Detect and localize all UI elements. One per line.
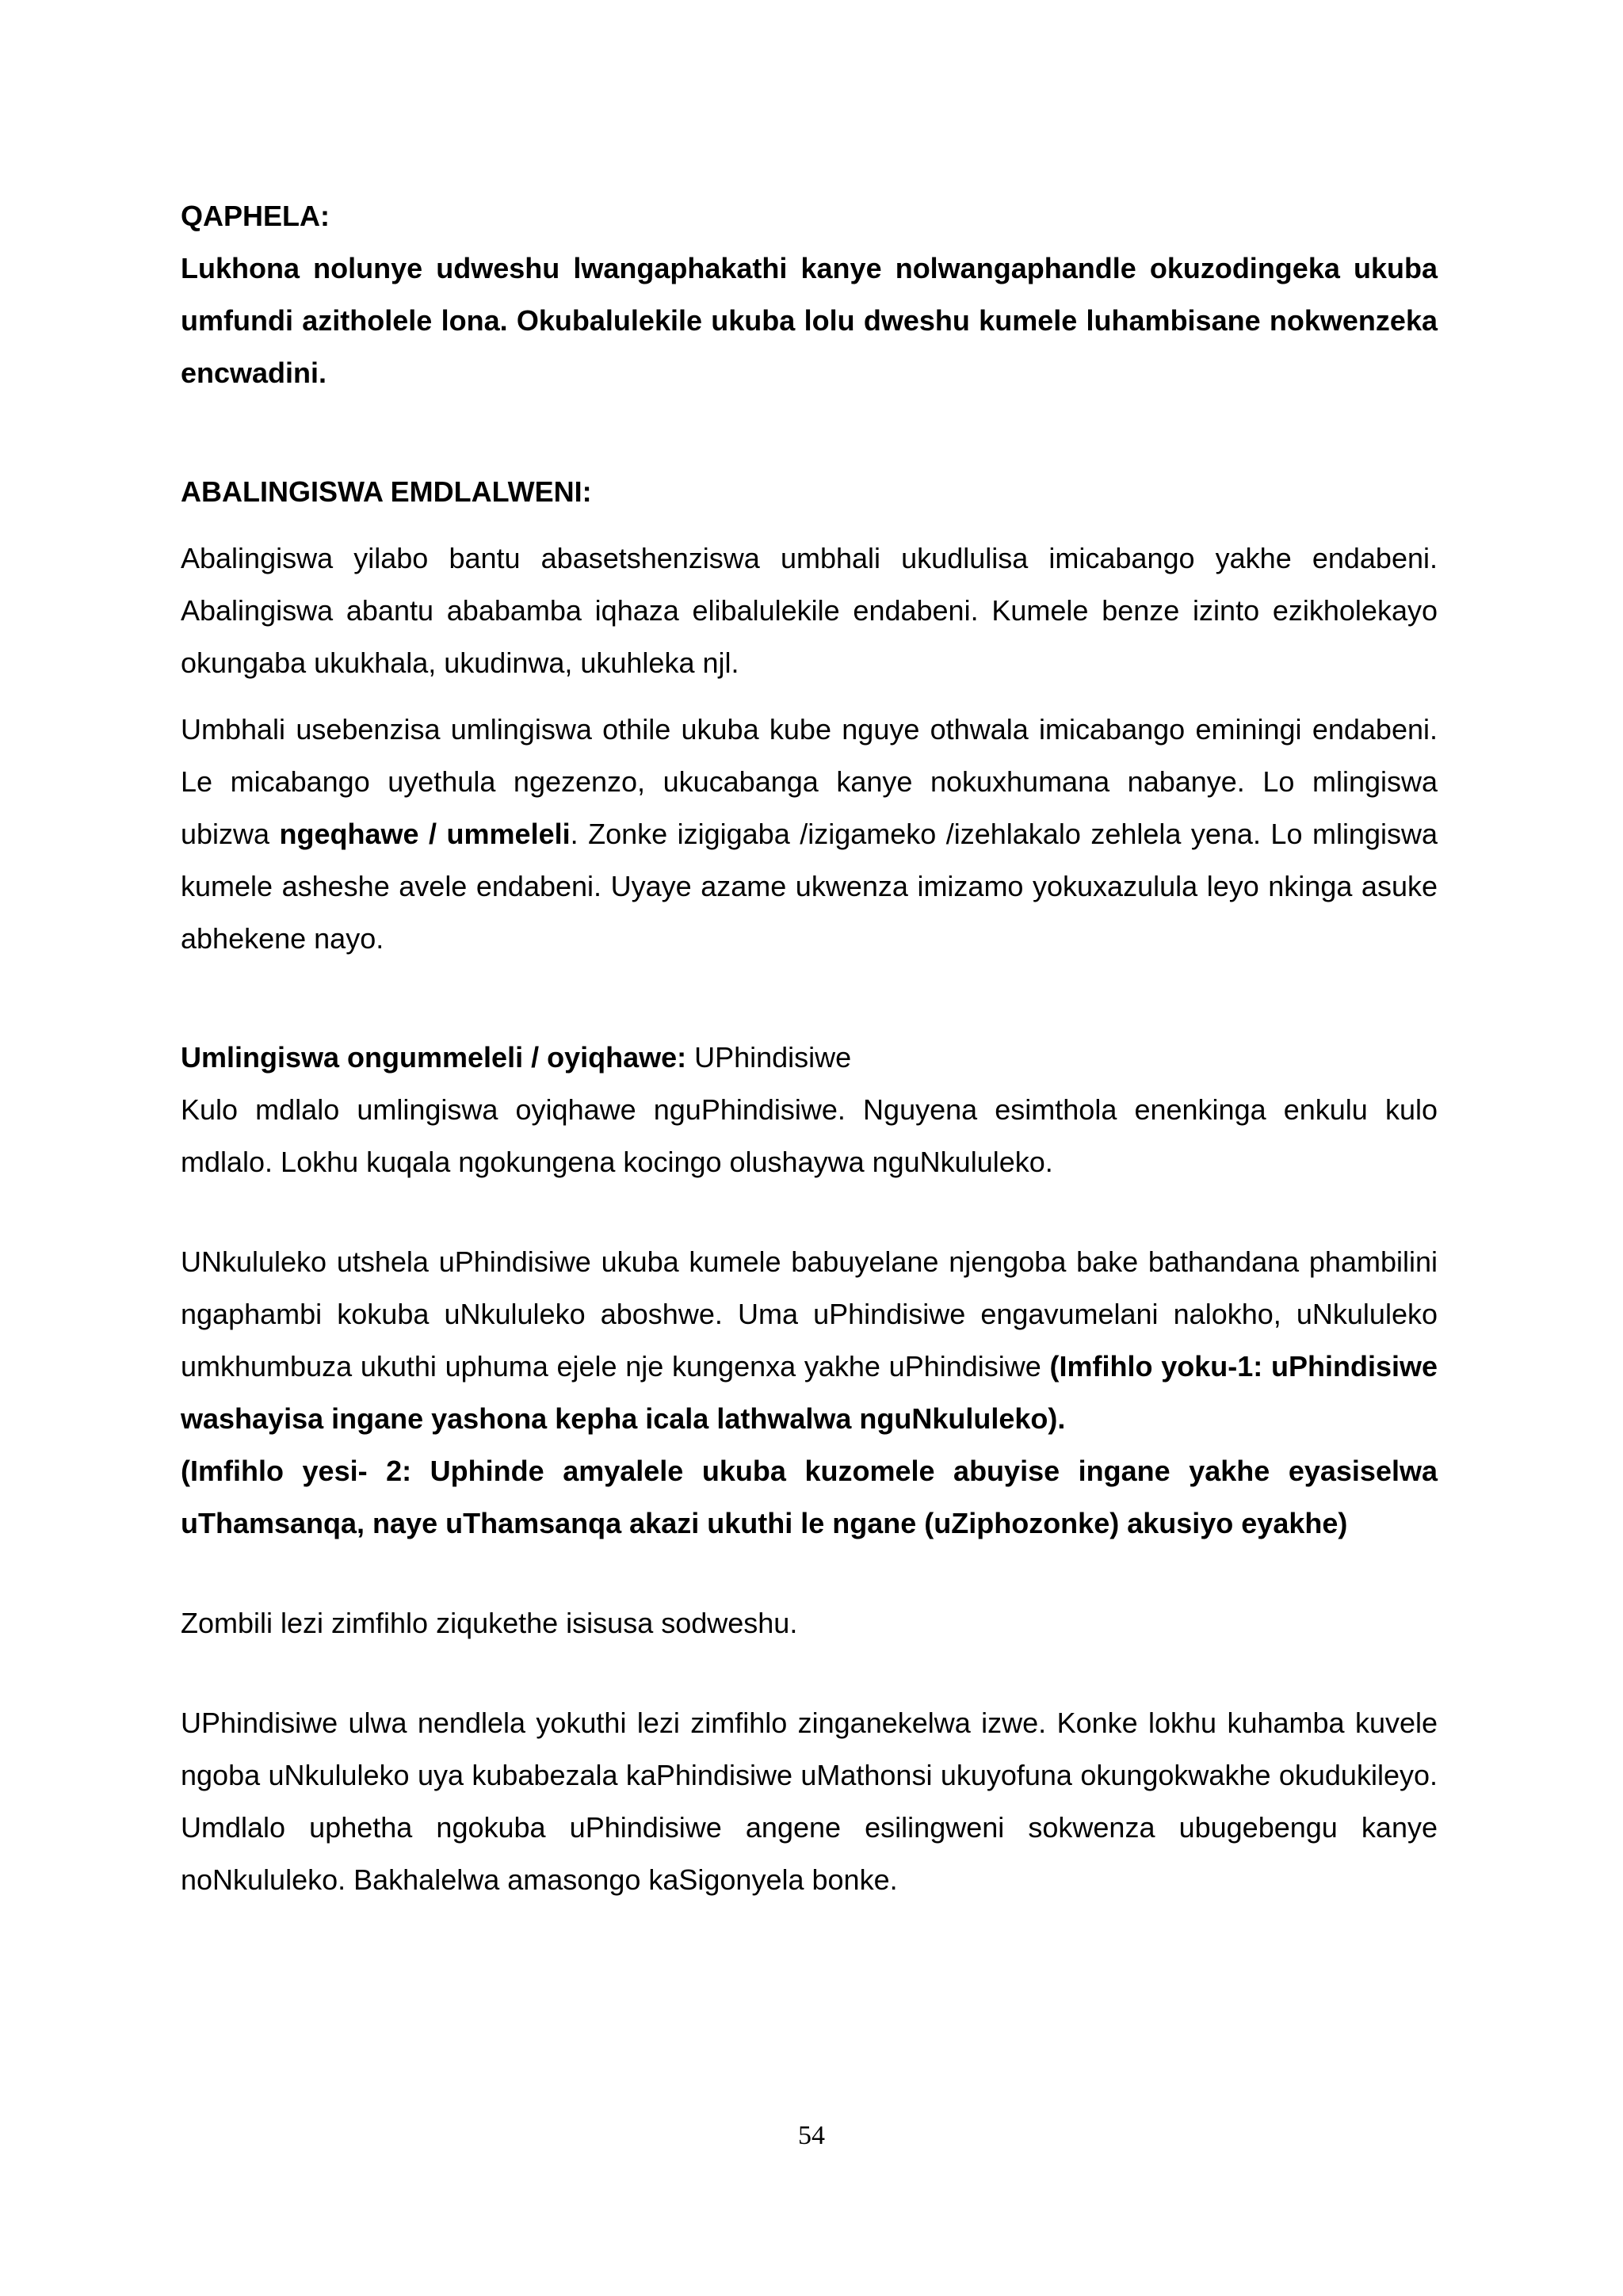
characters-paragraph-1: Abalingiswa yilabo bantu abasetshenziswa umbhali ukudlulisa imicabango yakhe endabeni. Abalingiswa abantu ababamba iqhaza elibalulekile endabeni. Kumele benze izinto ezikholekayo okungaba ukukhala, ukudinwa, ukuhleka njl. (181, 542, 1438, 679)
hero-term: ngeqhawe / ummeleli (279, 818, 571, 850)
spacer (181, 1188, 1438, 1236)
spacer (181, 518, 1438, 532)
paragraph-text: . Zonke izigigaba /izigameko /izehlakalo zehlela yena. Lo mlingiswa kumele asheshe avele endabeni. Uyaye azame ukwenza imizamo yokuxazulula leyo nkinga asuke abhekene nayo. (181, 818, 1438, 955)
hero-name: UPhindisiwe (686, 1041, 852, 1074)
note-heading: QAPHELA: (181, 200, 330, 232)
note-text: Lukhona nolunye udweshu lwangaphakathi kanye nolwangaphandle okuzodingeka ukuba umfundi azitholele lona. Okubalulekile ukuba lolu dweshu kumele luhambisane nokwenzeka encwadini. (181, 252, 1438, 389)
characters-heading: ABALINGISWA EMDLALWENI: (181, 475, 592, 508)
secret-one: (Imfihlo yoku-1: uPhindisiwe washayisa ingane yashona kepha icala lathwalwa nguNkululeko). (181, 1350, 1438, 1435)
document-page (181, 190, 1438, 1906)
spacer (181, 1650, 1438, 1697)
page-number: 54 (798, 2121, 825, 2150)
paragraph-text: UNkululeko utshela uPhindisiwe ukuba kumele babuyelane njengoba bake bathandana phambilini ngaphambi kokuba uNkululeko aboshwe. Uma uPhindisiwe engavumelani nalokho, uNkululeko umkhumbuza ukuthi uphuma ejele nje kungenxa yakhe uPhindisiwe (181, 1245, 1438, 1383)
story-paragraph-2: Zombili lezi zimfihlo ziqukethe isisusa sodweshu. (181, 1607, 798, 1639)
spacer (181, 399, 1438, 466)
hero-line (181, 1032, 1438, 1084)
hero-label: Umlingiswa ongummeleli / oyiqhawe: (181, 1041, 687, 1074)
spacer (181, 965, 1438, 1032)
hero-text: Kulo mdlalo umlingiswa oyiqhawe nguPhindisiwe. Nguyena esimthola enenkinga enkulu kulo mdlalo. Lokhu kuqala ngokungena kocingo olushaywa nguNkululeko. (181, 1093, 1438, 1178)
characters-paragraph-2 (181, 704, 1438, 965)
spacer (181, 1550, 1438, 1597)
story-paragraph-1 (181, 1236, 1438, 1445)
secret-two: (Imfihlo yesi- 2: Uphinde amyalele ukuba kuzomele abuyise ingane yakhe eyasiselwa uThamsanqa, naye uThamsanqa akazi ukuthi le ngane (uZiphozonke) akusiyo eyakhe) (181, 1455, 1438, 1539)
paragraph-text: Umbhali usebenzisa umlingiswa othile ukuba kube nguye othwala imicabango eminingi endabeni. Le micabango uyethula ngezenzo, ukucabanga kanye nokuxhumana nabanye. Lo mlingiswa ubizwa (181, 713, 1438, 850)
spacer (181, 689, 1438, 704)
story-paragraph-3: UPhindisiwe ulwa nendlela yokuthi lezi zimfihlo zinganekelwa izwe. Konke lokhu kuhamba kuvele ngoba uNkululeko uya kubabezala kaPhindisiwe uMathonsi ukuyofuna okungokwakhe okudukileyo. Umdlalo uphetha ngokuba uPhindisiwe angene esilingweni sokwenza ubugebengu kanye noNkululeko. Bakhalelwa amasongo kaSigonyela bonke. (181, 1707, 1438, 1896)
